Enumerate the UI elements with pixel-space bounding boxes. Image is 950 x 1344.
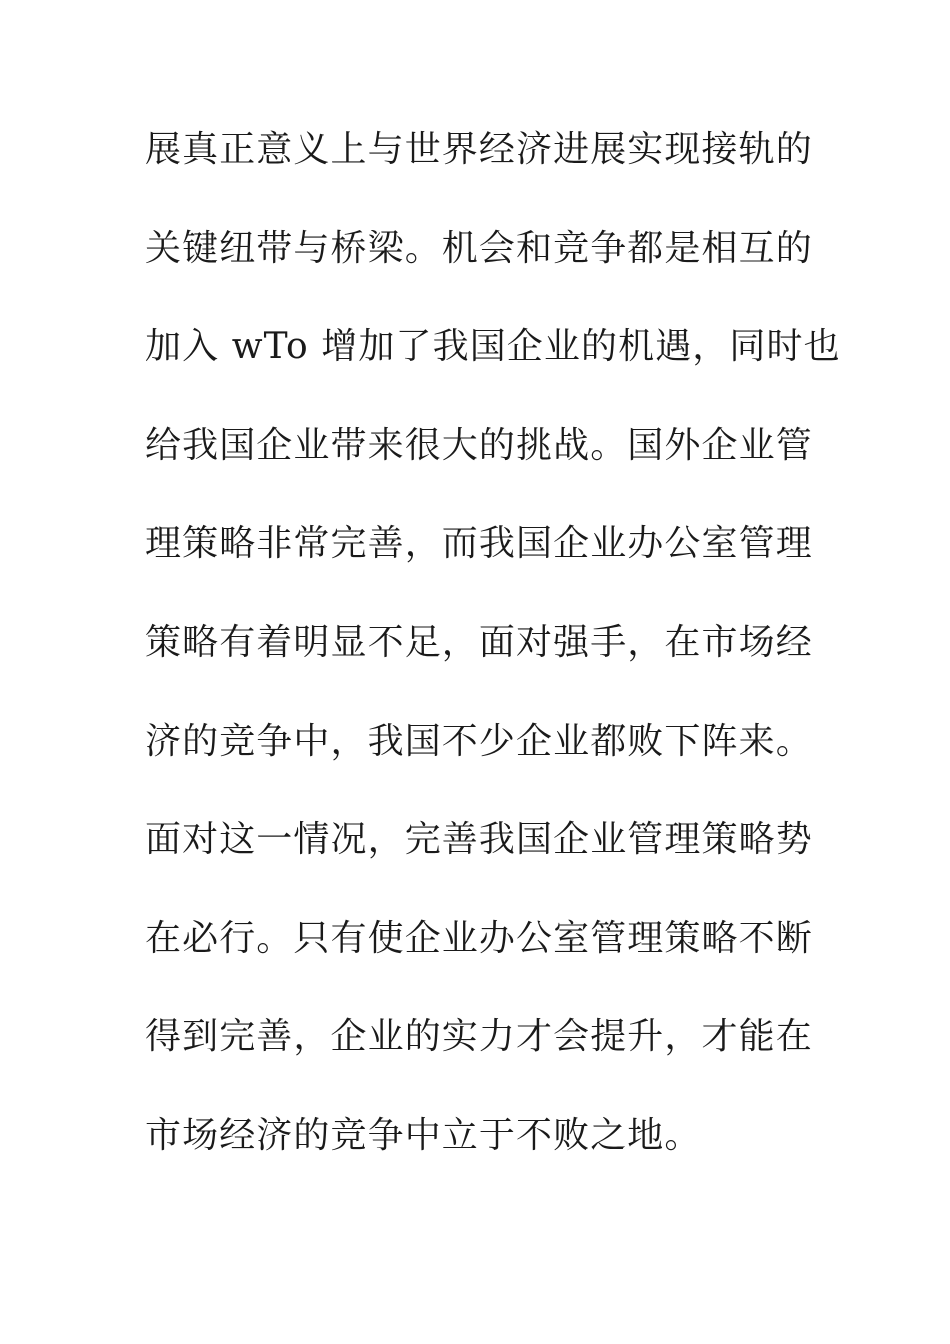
text-line: 关键纽带与桥梁。机会和竞争都是相互的 [145, 227, 813, 269]
text-line: 给我国企业带来很大的挑战。国外企业管 [145, 424, 813, 466]
text-line: 策略有着明显不足，面对强手，在市场经 [145, 621, 813, 663]
text-line: 在必行。只有使企业办公室管理策略不断 [145, 917, 813, 959]
body-paragraph [145, 125, 841, 1210]
text-line: 得到完善，企业的实力才会提升，才能在 [145, 1016, 813, 1058]
text-line: 展真正意义上与世界经济进展实现接轨的 [145, 129, 813, 170]
text-line: 加入 wTo 增加了我国企业的机遇，同时也 [145, 326, 841, 368]
text-line: 市场经济的竞争中立于不败之地。 [145, 1114, 702, 1156]
text-line: 济的竞争中，我国不少企业都败下阵来。 [145, 720, 813, 762]
text-line: 面对这一情况，完善我国企业管理策略势 [145, 819, 813, 861]
text-line: 理策略非常完善，而我国企业办公室管理 [145, 523, 813, 565]
